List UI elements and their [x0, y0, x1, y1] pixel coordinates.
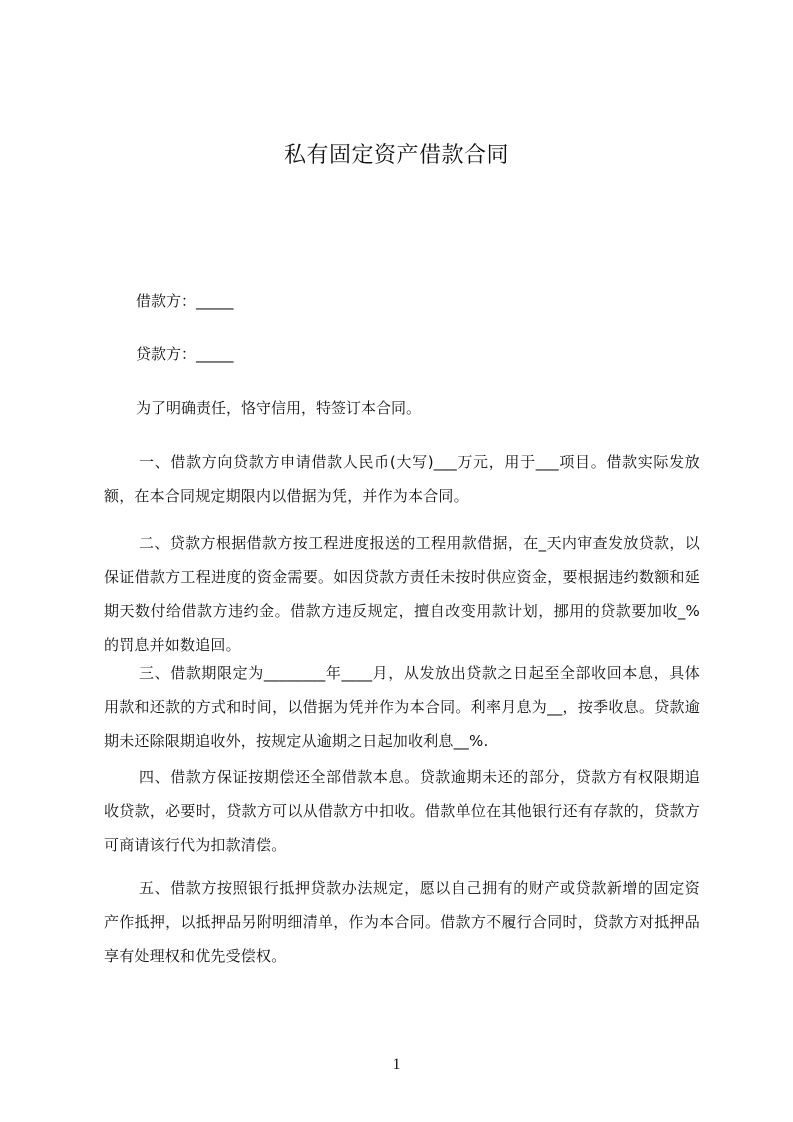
lender-line: 贷款方：_____	[136, 345, 234, 363]
intro-line: 为了明确责任，恪守信用，特签订本合同。	[136, 399, 422, 417]
page-number: 1	[392, 1056, 401, 1073]
clause-1: 一、借款方向贷款方申请借款人民币(大写)___万元，用于___项目。借款实际发放额，在本合同规定期限内以借据为凭，并作为本合同。	[104, 453, 700, 505]
borrower-line: 借款方：_____	[136, 292, 234, 310]
clause-4: 四、借款方保证按期偿还全部借款本息。贷款逾期未还的部分，贷款方有权限期追收贷款，必要时，贷款方可以从借款方中扣收。借款单位在其他银行还有存款的，贷款方可商请该行代为扣款清偿。	[104, 768, 700, 854]
clause-3: 三、借款期限定为________年____月，从发放出贷款之日起至全部收回本息，具体用款和还款的方式和时间，以借据为凭并作为本合同。利率月息为__，按季收息。贷款逾期未还除限期追收外，按规定从逾期之日起加收利息__%.	[104, 664, 700, 750]
clause-5: 五、借款方按照银行抵押贷款办法规定，愿以自己拥有的财产或贷款新增的固定资产作抵押，以抵押品另附明细清单，作为本合同。借款方不履行合同时，贷款方对抵押品享有处理权和优先受偿权。	[104, 879, 700, 965]
clause-2: 二、贷款方根据借款方按工程进度报送的工程用款借据，在_天内审查发放贷款，以保证借款方工程进度的资金需要。如因贷款方责任未按时供应资金，要根据违约数额和延期天数付给借款方违约金。借款方违反规定，擅自改变用款计划，挪用的贷款要加收_%的罚息并如数追回。	[104, 534, 700, 654]
document-title: 私有固定资产借款合同	[283, 143, 509, 168]
